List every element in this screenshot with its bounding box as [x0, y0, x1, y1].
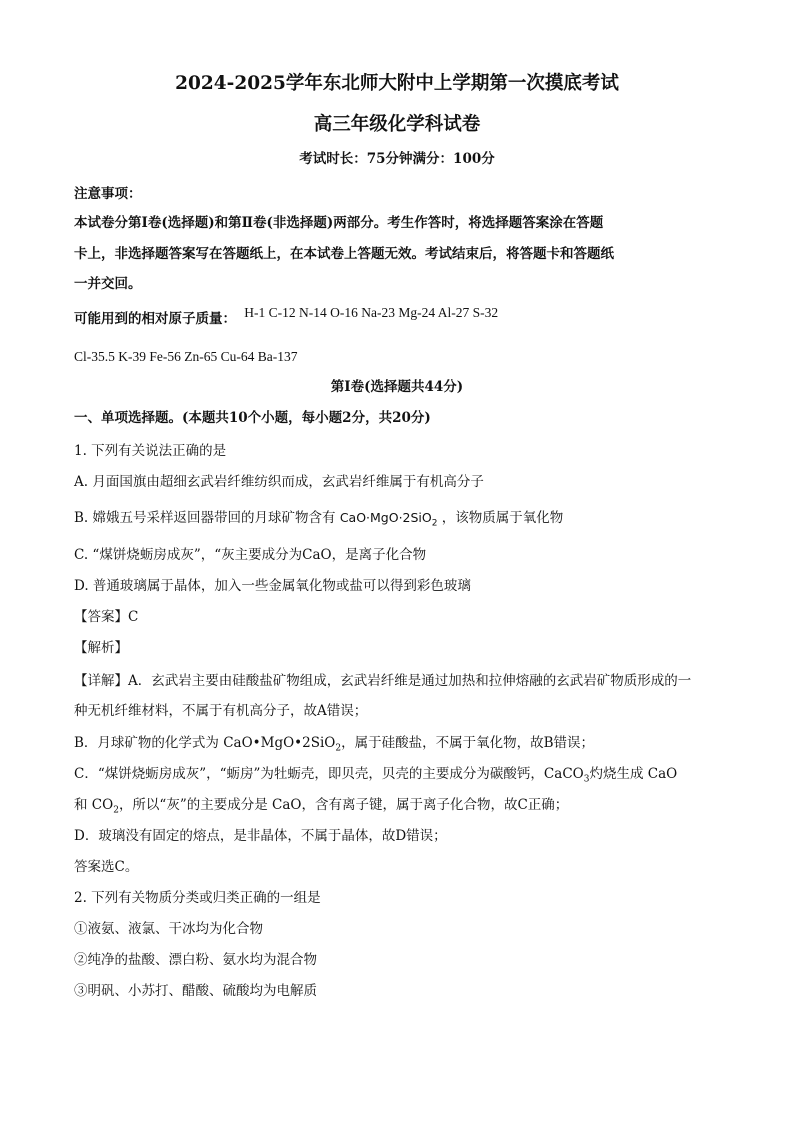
q2-item-3: ③明矾、小苏打、醋酸、硫酸均为电解质 [74, 983, 317, 999]
q2-item-2: ②纯净的盐酸、漂白粉、氨水均为混合物 [74, 952, 317, 968]
detail-c1-subscript: 3 [583, 774, 590, 785]
atomic-mass-label: 可能用到的相对原子质量： [74, 311, 236, 327]
formula-subscript: 2 [431, 518, 438, 529]
detail-b-tail: ，属于硅酸盐，不属于氧化物，故B错误； [341, 735, 594, 751]
exam-title: 2024-2025学年东北师大附中上学期第一次摸底考试 [175, 73, 619, 94]
formula-main: CaO·MgO·2SiO [339, 510, 432, 525]
q1-option-a: A. 月面国旗由超细玄武岩纤维纺织而成，玄武岩纤维属于有机高分子 [74, 474, 484, 490]
q2-item-1: ①液氨、液氯、干冰均为化合物 [74, 921, 263, 937]
q1-detail-d: D．玻璃没有固定的熔点，是非晶体，不属于晶体，故D错误； [74, 828, 447, 844]
q1-detail-a1: 【详解】A．玄武岩主要由硅酸盐矿物组成，玄武岩纤维是通过加热和拉伸熔融的玄武岩矿物质形成的一 [74, 673, 692, 689]
notice-heading: 注意事项： [74, 186, 142, 202]
atomic-mass-row-1 [74, 305, 499, 328]
detail-c2-subscript: 2 [113, 805, 119, 816]
q1-option-b-text: B. 嫦娥五号采样返回器带回的月球矿物含有 [74, 510, 336, 526]
q1-detail-c2 [74, 796, 568, 814]
detail-b-subscript: 2 [335, 743, 342, 754]
q1-answer: 【答案】C [74, 609, 139, 625]
exam-info: 考试时长：75分钟满分：100分 [299, 151, 495, 167]
notice-line-2: 卡上，非选择题答案写在答题纸上，在本试卷上答题无效。考试结束后，将答题卡和答题纸 [74, 246, 614, 262]
part-heading: 一、单项选择题。(本题共10个小题，每小题2分，共20分) [74, 410, 431, 426]
atomic-mass-values-1: H-1 C-12 N-14 O-16 Na-23 Mg-24 Al-27 S-32 [244, 305, 499, 320]
exam-subtitle: 高三年级化学科试卷 [313, 114, 481, 135]
detail-c2-text: 和 CO [74, 797, 114, 813]
q1-option-b-tail: ，该物质属于氧化物 [441, 510, 564, 526]
q1-option-c: C. “煤饼烧蛎房成灰”，“灰主要成分为CaO，是离子化合物 [74, 547, 427, 563]
q1-detail-b [74, 734, 594, 752]
notice-line-3: 一并交回。 [74, 276, 142, 292]
q1-detail-c1 [74, 765, 677, 783]
q1-analysis-label: 【解析】 [74, 640, 128, 656]
q1-stem: 1. 下列有关说法正确的是 [74, 443, 227, 459]
q1-option-b [74, 509, 563, 527]
detail-c1-tail: 灼烧生成 CaO [589, 766, 678, 782]
section-title: 第Ⅰ卷(选择题共44分) [330, 379, 464, 395]
q1-option-d: D. 普通玻璃属于晶体，加入一些金属氧化物或盐可以得到彩色玻璃 [74, 578, 471, 594]
detail-c2-tail: ，所以“灰”的主要成分是 CaO，含有离子键，属于离子化合物，故C正确； [118, 797, 569, 813]
notice-line-1: 本试卷分第Ⅰ卷(选择题)和第Ⅱ卷(非选择题)两部分。考生作答时，将选择题答案涂在答题 [74, 215, 604, 231]
detail-b-text: B．月球矿物的化学式为 CaO•MgO•2SiO [74, 735, 336, 751]
detail-c1-text: C．“煤饼烧蛎房成灰”，“蛎房”为牡蛎壳，即贝壳，贝壳的主要成分为碳酸钙，CaCO [74, 766, 584, 782]
q2-stem: 2. 下列有关物质分类或归类正确的一组是 [74, 890, 321, 906]
q1-option-b-formula [339, 510, 438, 529]
atomic-mass-values-2: Cl-35.5 K-39 Fe-56 Zn-65 Cu-64 Ba-137 [74, 349, 298, 364]
q1-detail-a2: 种无机纤维材料，不属于有机高分子，故A错误； [74, 703, 368, 719]
q1-conclusion: 答案选C。 [74, 859, 139, 875]
